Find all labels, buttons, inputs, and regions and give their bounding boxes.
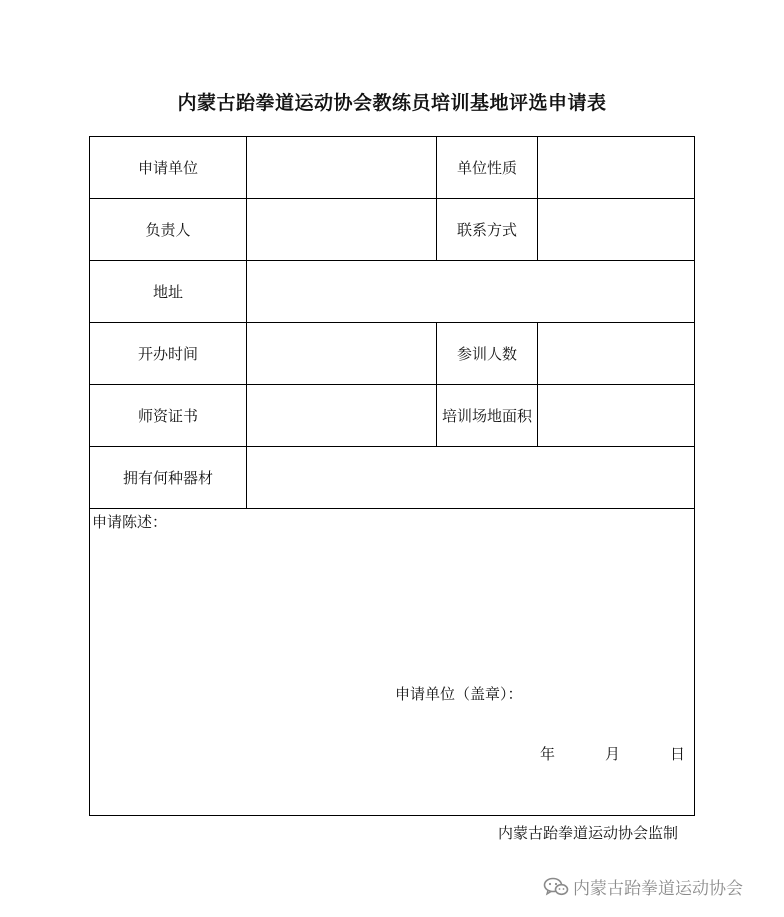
start-time-field[interactable] <box>247 323 437 385</box>
start-time-label: 开办时间 <box>90 323 247 385</box>
day-label: 日 <box>670 745 686 763</box>
equipment-label: 拥有何种器材 <box>90 447 247 509</box>
person-in-charge-label: 负责人 <box>90 199 247 261</box>
form-row-statement <box>90 509 695 816</box>
application-form-table <box>89 136 695 816</box>
form-row-cert <box>90 385 695 447</box>
coach-cert-field[interactable] <box>247 385 437 447</box>
contact-field[interactable] <box>538 199 695 261</box>
unit-field[interactable] <box>247 137 437 199</box>
address-field[interactable] <box>247 261 695 323</box>
unit-nature-field[interactable] <box>538 137 695 199</box>
form-row-equipment <box>90 447 695 509</box>
trainee-count-field[interactable] <box>538 323 695 385</box>
contact-label: 联系方式 <box>437 199 538 261</box>
month-label: 月 <box>605 745 621 763</box>
unit-label: 申请单位 <box>90 137 247 199</box>
supervision-note: 内蒙古跆拳道运动协会监制 <box>498 824 679 842</box>
wechat-icon <box>543 877 569 897</box>
form-row-address <box>90 261 695 323</box>
venue-area-label: 培训场地面积 <box>437 385 538 447</box>
year-label: 年 <box>540 745 556 763</box>
statement-label: 申请陈述： <box>92 513 168 531</box>
form-row-start-time <box>90 323 695 385</box>
stamp-label: 申请单位（盖章）： <box>395 685 523 703</box>
form-title: 内蒙古跆拳道运动协会教练员培训基地评选申请表 <box>177 92 607 114</box>
unit-nature-label: 单位性质 <box>437 137 538 199</box>
venue-area-field[interactable] <box>538 385 695 447</box>
coach-cert-label: 师资证书 <box>90 385 247 447</box>
watermark <box>543 874 743 899</box>
trainee-count-label: 参训人数 <box>437 323 538 385</box>
equipment-field[interactable] <box>247 447 695 509</box>
person-in-charge-field[interactable] <box>247 199 437 261</box>
statement-field[interactable] <box>90 509 695 816</box>
watermark-text: 内蒙古跆拳道运动协会 <box>573 879 743 899</box>
form-row-person <box>90 199 695 261</box>
address-label: 地址 <box>90 261 247 323</box>
form-row-unit <box>90 137 695 199</box>
